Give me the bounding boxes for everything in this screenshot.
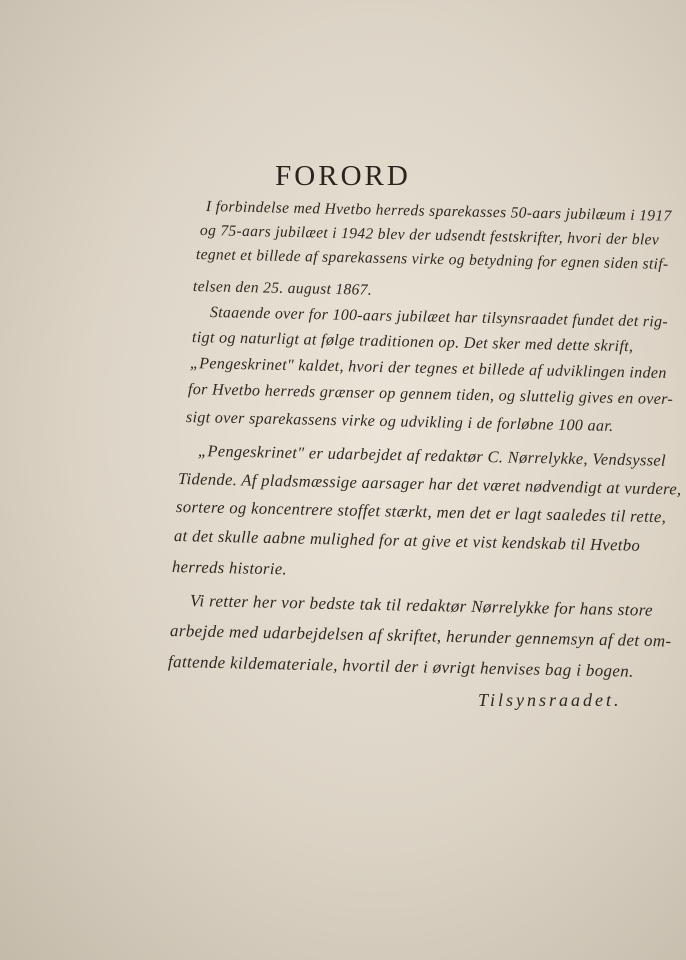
page-title: FORORD: [275, 160, 411, 192]
text-line: tegnet et billede af sparekassens virke og betydning for egnen siden stif-: [195, 246, 669, 273]
text-line: telsen den 25. august 1867.: [192, 278, 373, 299]
text-line: fattende kildemateriale, hvortil der i øvrigt henvises bag i bogen.: [167, 652, 634, 681]
text-line: arbejde med udarbejdelsen af skriftet, herunder gennemsyn af det om-: [169, 621, 672, 651]
text-line: Vi retter her vor bedste tak til redaktør Nørrelykke for hans store: [189, 591, 654, 620]
text-line: I forbindelse med Hvetbo herreds sparekasses 50-aars jubilæum i 1917: [205, 198, 672, 225]
signature: Tilsynsraadet.: [478, 690, 622, 710]
text-line: for Hvetbo herreds grænser op gennem tiden, og sluttelig gives en over-: [187, 381, 674, 409]
text-line: sigt over sparekassens virke og udvikling i de forløbne 100 aar.: [185, 409, 614, 435]
text-line: og 75-aars jubilæet i 1942 blev der udsendt festskrifter, hvori der blev: [199, 222, 660, 249]
text-line: sortere og koncentrere stoffet stærkt, men det er lagt saaledes til rette,: [175, 497, 667, 527]
text-line: herreds historie.: [171, 557, 288, 579]
text-line: tigt og naturligt at følge traditionen op. Det sker med dette skrift,: [191, 329, 634, 356]
text-line: Staaende over for 100-aars jubilæet har tilsynsraadet fundet det rig-: [209, 304, 669, 331]
text-line: at det skulle aabne mulighed for at give et vist kendskab til Hvetbo: [173, 526, 641, 555]
text-line: „Pengeskrinet" er udarbejdet af redaktør C. Nørrelykke, Vendsyssel: [197, 441, 667, 470]
text-line: „Pengeskrinet" kaldet, hvori der tegnes et billede af udviklingen inden: [189, 355, 667, 382]
text-line: Tidende. Af pladsmæssige aarsager har det været nødvendigt at vurdere,: [177, 469, 682, 499]
